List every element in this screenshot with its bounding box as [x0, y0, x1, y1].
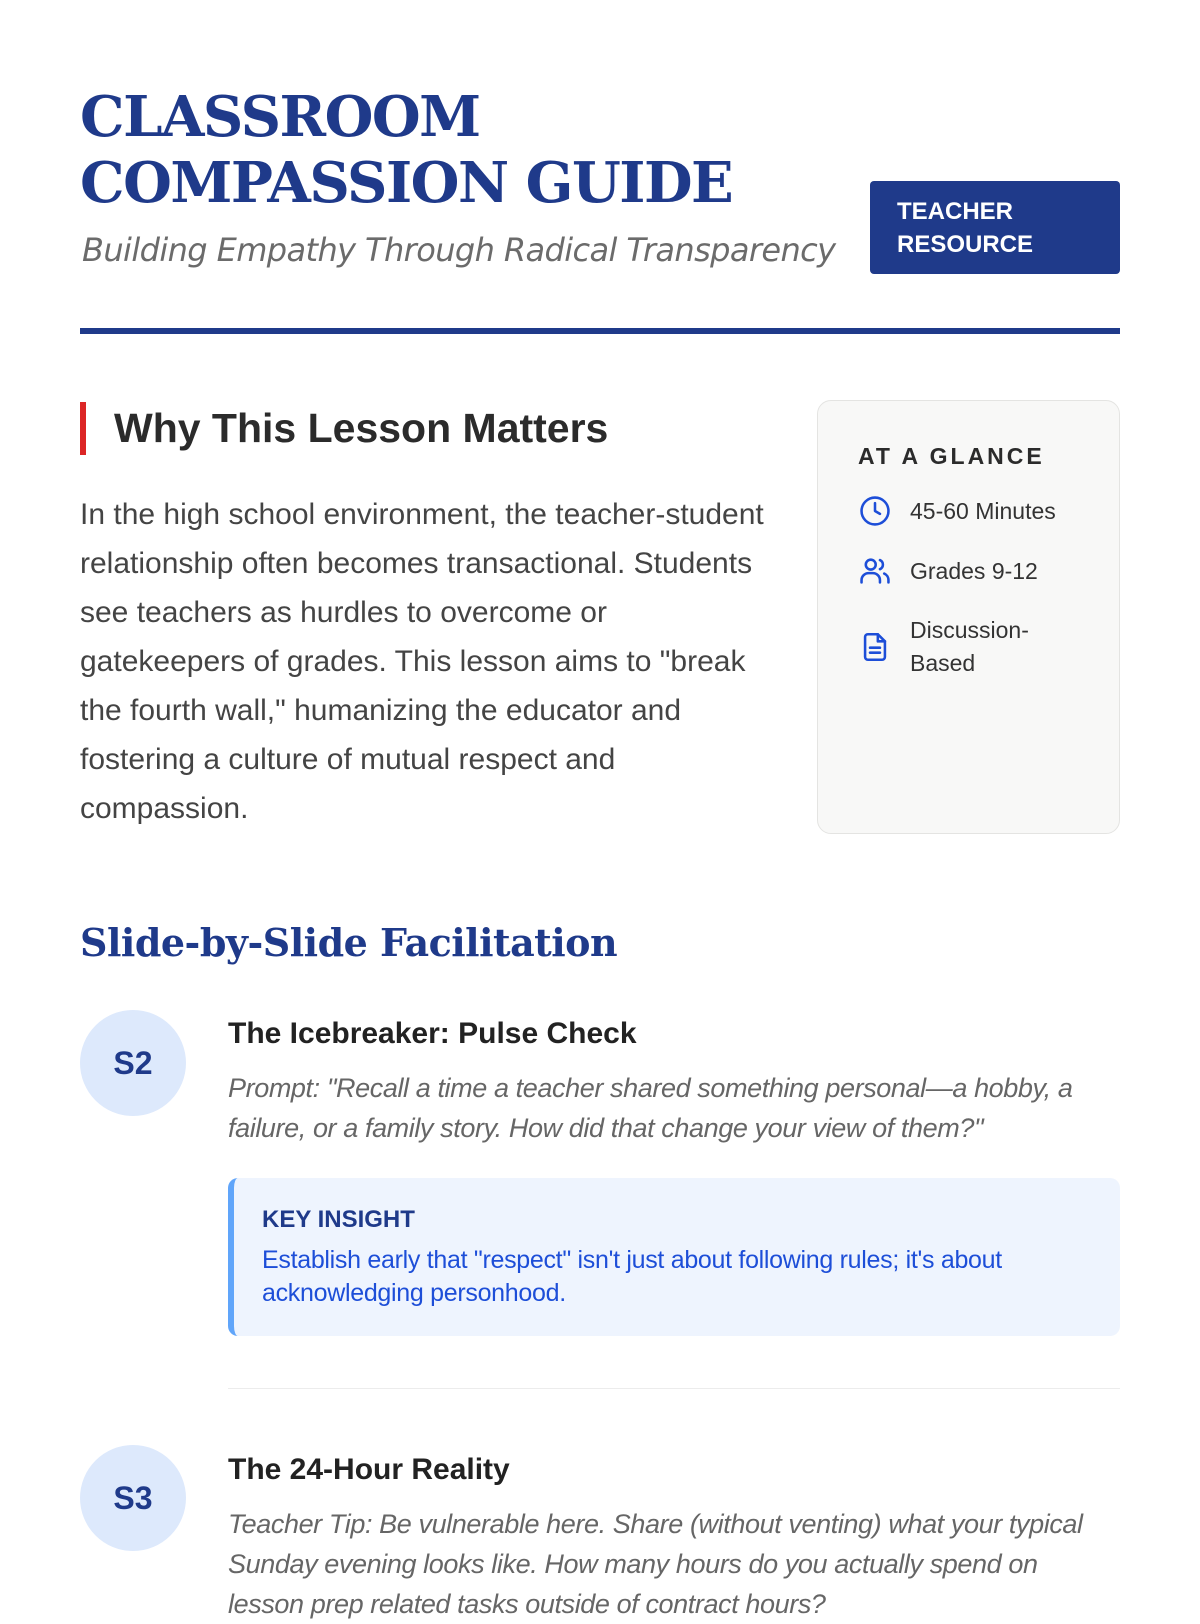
- glance-item-grades: [858, 554, 1079, 588]
- glance-item-text: 45-60 Minutes: [910, 497, 1056, 524]
- doc-subtitle: Building Empathy Through Radical Transparency: [82, 231, 836, 269]
- glance-item-text: Discussion-Based: [910, 617, 1029, 676]
- slide-content: [228, 1450, 1120, 1624]
- slide-number-badge: S3: [80, 1445, 186, 1551]
- glance-item-format: [858, 614, 1079, 680]
- glance-item-duration: [858, 494, 1079, 528]
- slide-title: The 24-Hour Reality: [228, 1453, 510, 1486]
- glance-item-text: Grades 9-12: [910, 557, 1038, 584]
- doc-title: CLASSROOM COMPASSION GUIDE: [80, 84, 733, 216]
- insight-label: KEY INSIGHT: [262, 1206, 415, 1233]
- why-body: In the high school environment, the teacher-student relationship often becomes transactional. Students see teachers as hurdles to overcome or gatekeepers of grades. This lesson aims to "break the fourth wall," humanizing the educator and fostering a culture of mutual respect and compassion.: [80, 498, 764, 825]
- slide-content: [228, 1014, 1120, 1336]
- insight-text: Establish early that "respect" isn't just about following rules; it's about acknowledging personhood.: [262, 1246, 1002, 1307]
- why-heading: Why This Lesson Matters: [80, 402, 608, 455]
- slide-prompt: Prompt: "Recall a time a teacher shared something personal—a hobby, a failure, or a family story. How did that change your view of them?": [228, 1073, 1073, 1143]
- document-icon: [858, 630, 892, 664]
- slide-divider: [228, 1388, 1120, 1389]
- why-section: [80, 332, 1120, 887]
- slide-title: The Icebreaker: Pulse Check: [228, 1017, 637, 1050]
- badge-line: TEACHER: [897, 198, 1014, 225]
- facilitation-heading: Slide-by-Slide Facilitation: [80, 920, 618, 965]
- at-a-glance-card: [817, 400, 1120, 834]
- key-insight-box: [228, 1178, 1120, 1336]
- header: [80, 0, 1120, 332]
- users-icon: [858, 554, 892, 588]
- glance-title: AT A GLANCE: [858, 443, 1045, 469]
- slide-number-badge: S2: [80, 1010, 186, 1116]
- teacher-resource-badge: [870, 181, 1120, 274]
- clock-icon: [858, 494, 892, 528]
- badge-line: RESOURCE: [897, 231, 1034, 258]
- slide-prompt: Teacher Tip: Be vulnerable here. Share (without venting) what your typical Sunday evening looks like. How many hours do you actually spend on lesson prep related tasks outside of contract hours?: [228, 1509, 1083, 1619]
